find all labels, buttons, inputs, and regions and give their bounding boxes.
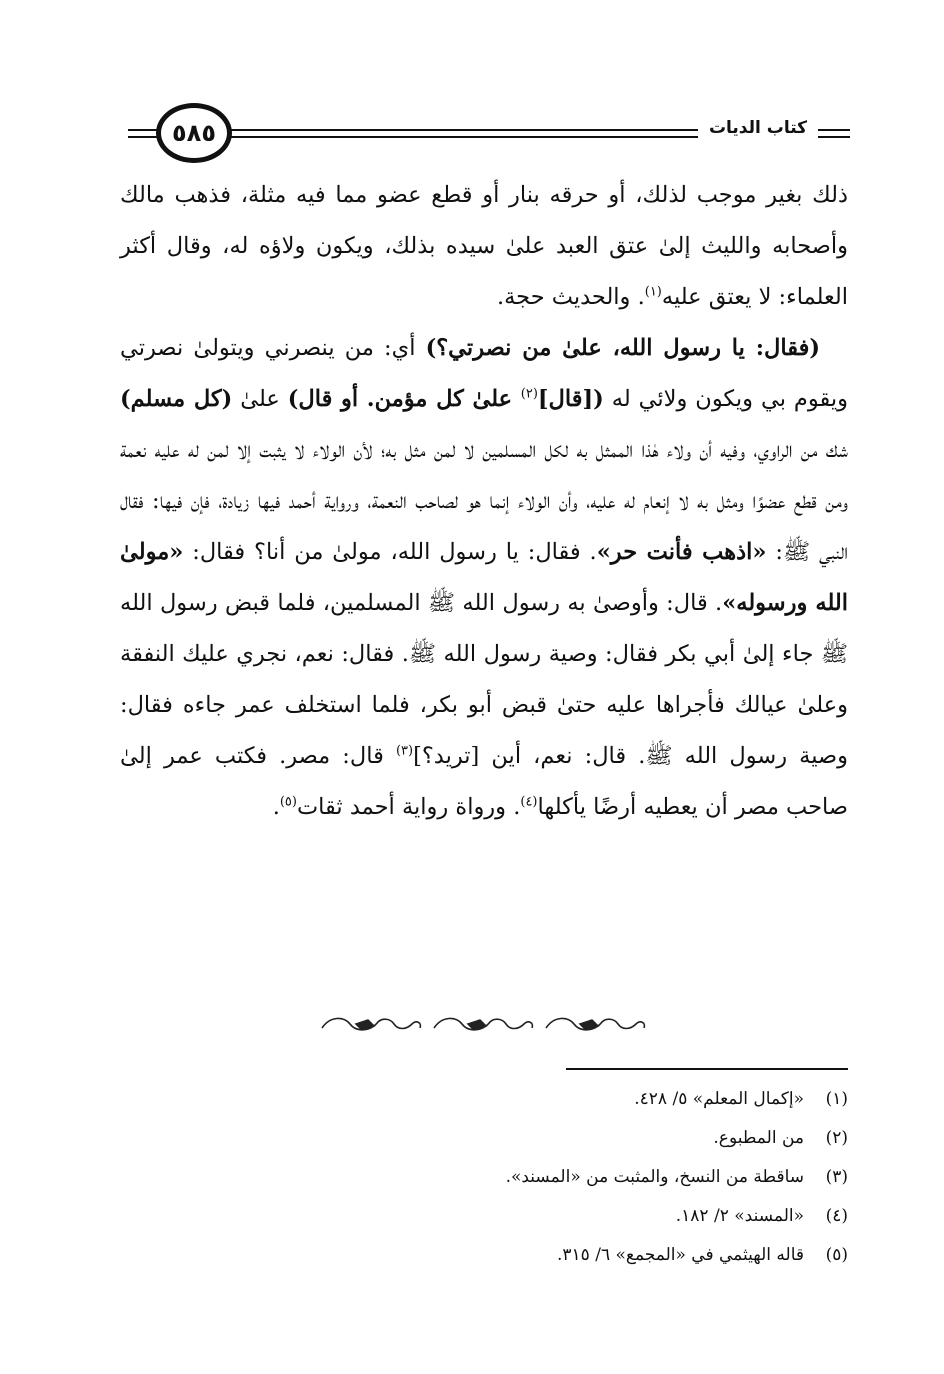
bold-quote: «مولىٰ الله ورسوله» <box>120 539 849 616</box>
footnote-ref: (١) <box>644 284 662 300</box>
footnote-number: (٥) <box>825 1245 848 1265</box>
text-run: قال: مصر. فكتب عمر إلىٰ صاحب مصر أن يعطيه أرضًا يأكلها <box>120 743 848 820</box>
text-run: شك من الراوي، وفيه أن ولاء هٰذا الممثل به لكل المسلمين لا لمن مثل به؛ لأن الولاء لا يثبت إلا لمن له عليه نعمة ومن قطع عضوًا ومثل به لا إنعام له عليه، وأن الولاء إنما هو لصاحب النعمة، ورواية أحمد فيها زيادة، فإن فيها: فقال النبي ﷺ: <box>120 437 849 565</box>
footnote-rule <box>566 1068 848 1070</box>
text-run: . قال: وأوصىٰ به رسول الله ﷺ المسلمين، فلما قبض رسول الله ﷺ جاء إلىٰ أبي بكر فقال: وصية رسول الله ﷺ. فقال: نعم، نجري عليك النفقة وعلىٰ عيالك فأجراها عليه حتىٰ قبض أبو بكر، فلما استخلف عمر جاءه فقال: وصية رسول الله ﷺ. قال: نعم، أين [تريد؟] <box>120 590 849 769</box>
bold-quote: (فقال: يا رسول الله، علىٰ من نصرتي؟) <box>425 335 820 361</box>
ornament-divider <box>316 1010 648 1040</box>
text-run: . <box>272 794 280 820</box>
footnote-text: قاله الهيثمي في «المجمع» ٦/ ٣١٥. <box>557 1245 804 1265</box>
footnote <box>120 1119 848 1158</box>
footnote-text: «المسند» ٢/ ١٨٢. <box>675 1206 804 1226</box>
page-number: ٥٨٥ <box>172 119 216 147</box>
main-text <box>120 170 848 833</box>
footnote-text: من المطبوع. <box>713 1128 804 1148</box>
header-rule <box>818 136 850 138</box>
text-run: ذلك بغير موجب لذلك، أو حرقه بنار أو قطع عضو مما فيه مثلة، فذهب مالك وأصحابه والليث إلىٰ عتق العبد علىٰ سيده بذلك، ويكون ولاؤه له، وقال أكثر العلماء: لا يعتق عليه <box>120 182 848 310</box>
footnotes <box>120 1080 848 1275</box>
bold-quote: «اذهب فأنت حر» <box>596 539 767 565</box>
footnote-ref: (٢) <box>520 386 538 402</box>
paragraph <box>120 170 848 323</box>
text-run: علىٰ <box>232 386 288 412</box>
header-rule <box>222 136 698 138</box>
ornament-flourish <box>546 1018 644 1030</box>
footnote-text: ساقطة من النسخ، والمثبت من «المسند». <box>505 1167 804 1187</box>
text-run: . ورواة رواية أحمد ثقات <box>296 794 521 820</box>
footnote-ref: (٤) <box>520 794 538 810</box>
footnote-number: (١) <box>825 1089 848 1109</box>
footnote <box>120 1197 848 1236</box>
page-number-badge <box>156 103 232 163</box>
header-rule <box>818 129 850 131</box>
header-rule <box>222 129 698 131</box>
text-run: . والحديث حجة. <box>496 284 645 310</box>
footnote-ref: (٣) <box>395 743 414 759</box>
paragraph <box>120 323 848 833</box>
footnote <box>120 1080 848 1119</box>
footnote-ref: (٥) <box>279 794 297 810</box>
bold-quote: ([قال] <box>537 386 604 412</box>
footnote-text: «إكمال المعلم» ٥/ ٤٢٨. <box>634 1089 804 1109</box>
bold-quote: علىٰ كل مؤمن. أو قال) <box>287 386 521 412</box>
text-run: . فقال: يا رسول الله، مولىٰ من أنا؟ فقال: <box>183 539 597 565</box>
footnote <box>120 1236 848 1275</box>
footnote <box>120 1158 848 1197</box>
running-head: كتاب الديات <box>708 118 808 138</box>
bold-quote: (كل مسلم) <box>120 386 233 412</box>
footnote-number: (٤) <box>825 1206 848 1226</box>
text-run: أي: من ينصرني ويتولىٰ نصرتي ويقوم بي ويكون ولائي له <box>120 335 848 412</box>
ornament-flourish <box>322 1018 420 1030</box>
ornament-flourish <box>434 1018 532 1030</box>
footnote-number: (٢) <box>825 1128 848 1148</box>
footnote-number: (٣) <box>825 1167 848 1187</box>
